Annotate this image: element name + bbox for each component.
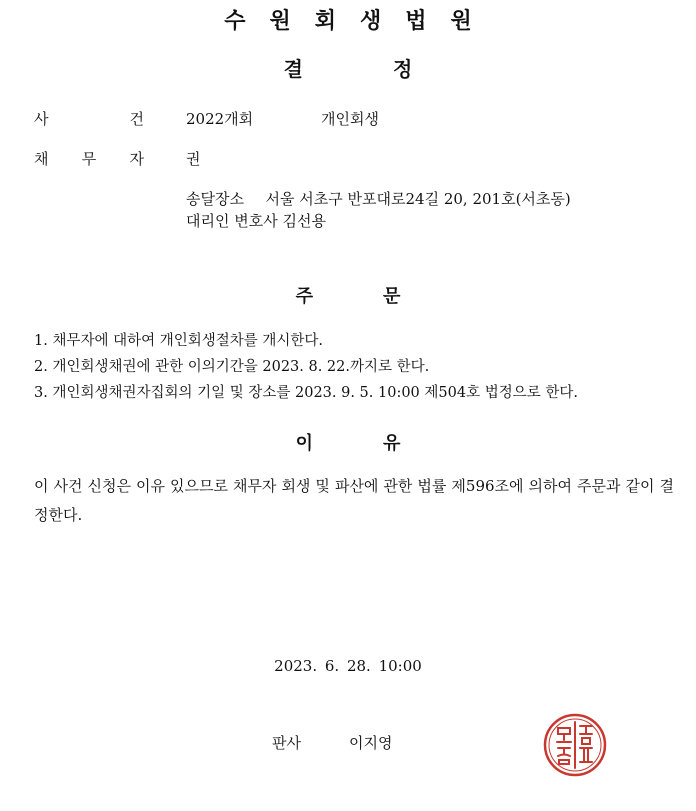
- order-item: 2. 개인회생채권에 관한 이의기간을 2023. 8. 22.까지로 한다.: [34, 359, 430, 375]
- debtor-address-line: [186, 188, 571, 209]
- order-item: 3. 개인회생채권자집회의 기일 및 장소를 2023. 9. 5. 10:00 제504호 법정으로 한다.: [34, 385, 578, 401]
- case-label-char: 건: [129, 110, 144, 128]
- order-item: 1. 채무자에 대하여 개인회생절차를 개시한다.: [34, 333, 324, 349]
- case-number: 2022개회: [186, 110, 254, 128]
- debtor-agent: 대리인 변호사 김선용: [186, 212, 326, 230]
- address-label: 송달장소: [186, 190, 244, 208]
- order-heading: 주문: [295, 286, 471, 307]
- court-name: 수원회생법원: [224, 9, 496, 34]
- case-label-char: 사: [34, 110, 49, 128]
- debtor-label: [34, 148, 144, 169]
- address-value: 서울 서초구 반포대로24길 20, 201호(서초동): [265, 190, 571, 208]
- debtor-label-char: 자: [129, 150, 144, 168]
- debtor-label-char: 채: [34, 150, 49, 168]
- court-seal-icon: [542, 712, 608, 778]
- judge-title: 판사: [272, 734, 301, 752]
- decision-date: 2023. 6. 28. 10:00: [274, 657, 422, 675]
- debtor-label-char: 무: [81, 150, 97, 168]
- case-type: 개인회생: [321, 110, 379, 128]
- reason-text: 이 사건 신청은 이유 있으므로 채무자 회생 및 파산에 관한 법률 제596조에 의하여 주문과 같이 결정한다.: [34, 477, 674, 524]
- case-label: [34, 108, 144, 129]
- debtor-name: 권: [186, 150, 201, 168]
- judge-name: 이지영: [349, 734, 393, 752]
- reason-heading: 이유: [295, 433, 471, 454]
- document-type-title: 결정: [283, 57, 503, 81]
